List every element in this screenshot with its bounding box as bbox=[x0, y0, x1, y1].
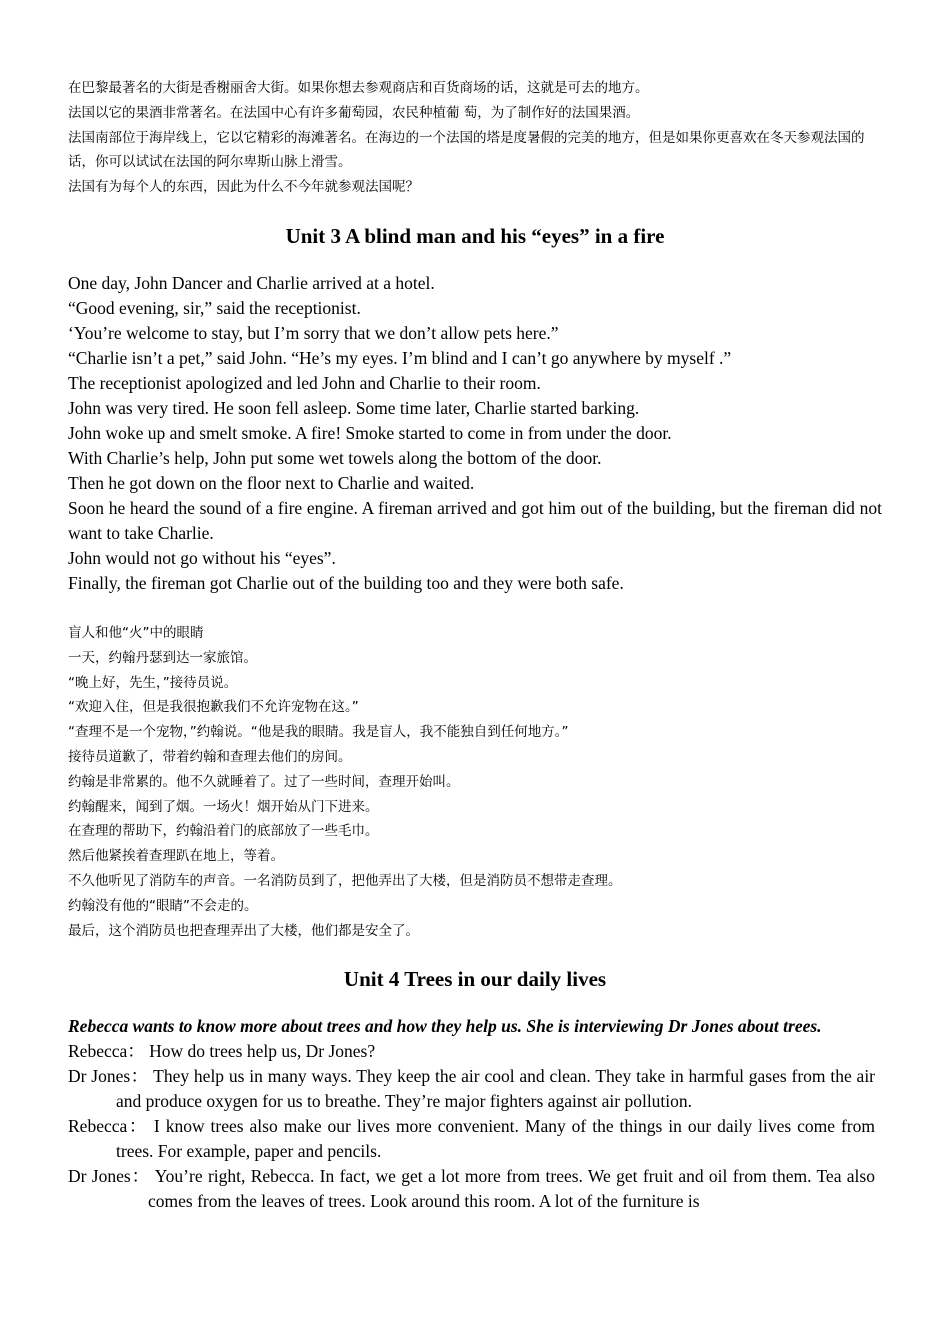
cn-france-line-4: 法国有为每个人的东西，因此为什么不今年就参观法国呢？ bbox=[68, 179, 419, 196]
dialogue-line-3 bbox=[68, 1114, 882, 1164]
unit3-chinese-text bbox=[68, 621, 882, 943]
dialogue-line-1 bbox=[68, 1039, 882, 1064]
en-line-8: With Charlie’s help, John put some wet towels along the bottom of the door. bbox=[68, 447, 602, 468]
cn-france-line-2: 法国以它的果酒非常著名。在法国中心有许多葡萄园，农民种植葡 萄，为了制作好的法国果酒。 bbox=[68, 104, 640, 121]
unit4-dialogue bbox=[68, 1039, 882, 1214]
en-line-6: John was very tired. He soon fell asleep. Some time later, Charlie started barking. bbox=[68, 397, 640, 418]
cn-line-5: “查理不是一个宠物，”约翰说。“他是我的眼睛。我是盲人，我不能独自到任何地方。” bbox=[68, 724, 569, 741]
speaker-rebecca: Rebecca： bbox=[68, 1116, 148, 1137]
dialogue-text: You’re right, Rebecca. In fact, we get a lot more from trees. We get fruit and oil from them. Tea also comes from the leaves of trees. Look around this room. A lot of the furniture is bbox=[148, 1166, 875, 1212]
en-line-4: “Charlie isn’t a pet,” said John. “He’s my eyes. I’m blind and I can’t go anywhere by myself .” bbox=[68, 347, 732, 368]
en-line-10: Soon he heard the sound of a fire engine. A fireman arrived and got him out of the building, but the fireman did not want to take Charlie. bbox=[68, 497, 882, 543]
dialogue-text: They help us in many ways. They keep the air cool and clean. They take in harmful gases from the air and produce oxygen for us to breathe. They’re major fighters against air pollution. bbox=[116, 1066, 876, 1112]
cn-line-4: “欢迎入住，但是我很抱歉我们不允许宠物在这。” bbox=[68, 699, 359, 716]
cn-line-1: 盲人和他“火”中的眼睛 bbox=[68, 624, 204, 641]
en-line-2: “Good evening, sir,” said the receptionist. bbox=[68, 297, 361, 318]
cn-line-6: 接待员道歉了，带着约翰和查理去他们的房间。 bbox=[68, 748, 352, 765]
unit3-title: Unit 3 A blind man and his “eyes” in a fire bbox=[285, 223, 665, 248]
unit4-title: Unit 4 Trees in our daily lives bbox=[343, 967, 607, 992]
cn-line-12: 约翰没有他的“眼睛”不会走的。 bbox=[68, 897, 258, 914]
document-page bbox=[68, 76, 882, 1214]
cn-line-11: 不久他听见了消防车的声音。一名消防员到了，把他弄出了大楼，但是消防员不想带走查理。 bbox=[68, 872, 622, 889]
cn-line-7: 约翰是非常累的。他不久就睡着了。过了一些时间，查理开始叫。 bbox=[68, 773, 460, 790]
speaker-dr-jones: Dr Jones： bbox=[68, 1066, 149, 1087]
en-line-11: John would not go without his “eyes”. bbox=[68, 547, 336, 568]
cn-line-8: 约翰醒来，闻到了烟。一场火！烟开始从门下进来。 bbox=[68, 798, 379, 815]
cn-line-13: 最后，这个消防员也把查理弄出了大楼，他们都是安全了。 bbox=[68, 922, 419, 939]
cn-france-line-1: 在巴黎最著名的大街是香榭丽舍大街。如果你想去参观商店和百货商场的话，这就是可去的地方。 bbox=[68, 80, 649, 96]
en-line-3: ‘You’re welcome to stay, but I’m sorry that we don’t allow pets here.” bbox=[68, 322, 559, 343]
en-line-7: John woke up and smelt smoke. A fire! Smoke started to come in from under the door. bbox=[68, 422, 672, 443]
en-line-5: The receptionist apologized and led John and Charlie to their room. bbox=[68, 372, 541, 393]
speaker-dr-jones: Dr Jones： bbox=[68, 1166, 151, 1187]
cn-france-line-3: 法国南部位于海岸线上，它以它精彩的海滩著名。在海边的一个法国的塔是度暑假的完美的地方，但是如果你更喜欢在冬天参观法国的话，你可以试试在法国的阿尔卑斯山脉上滑雪。 bbox=[68, 129, 865, 171]
unit4-intro: Rebecca wants to know more about trees and how they help us. She is interviewing Dr Jones about trees. bbox=[68, 1016, 822, 1037]
dialogue-line-2 bbox=[68, 1064, 882, 1114]
en-line-12: Finally, the fireman got Charlie out of the building too and they were both safe. bbox=[68, 572, 624, 593]
cn-line-9: 在查理的帮助下，约翰沿着门的底部放了一些毛巾。 bbox=[68, 823, 379, 840]
cn-line-2: 一天，约翰丹瑟到达一家旅馆。 bbox=[68, 649, 257, 666]
speaker-rebecca: Rebecca： bbox=[68, 1041, 145, 1062]
cn-line-3: “晚上好，先生，”接待员说。 bbox=[68, 674, 238, 691]
dialogue-line-4 bbox=[68, 1164, 882, 1214]
en-line-9: Then he got down on the floor next to Charlie and waited. bbox=[68, 472, 475, 493]
en-line-1: One day, John Dancer and Charlie arrived at a hotel. bbox=[68, 272, 435, 293]
unit3-english-text bbox=[68, 271, 882, 596]
dialogue-text: I know trees also make our lives more convenient. Many of the things in our daily lives come from trees. For example, paper and pencils. bbox=[116, 1116, 876, 1162]
cn-line-10: 然后他紧挨着查理趴在地上，等着。 bbox=[68, 848, 284, 865]
dialogue-text: How do trees help us, Dr Jones? bbox=[149, 1041, 376, 1062]
